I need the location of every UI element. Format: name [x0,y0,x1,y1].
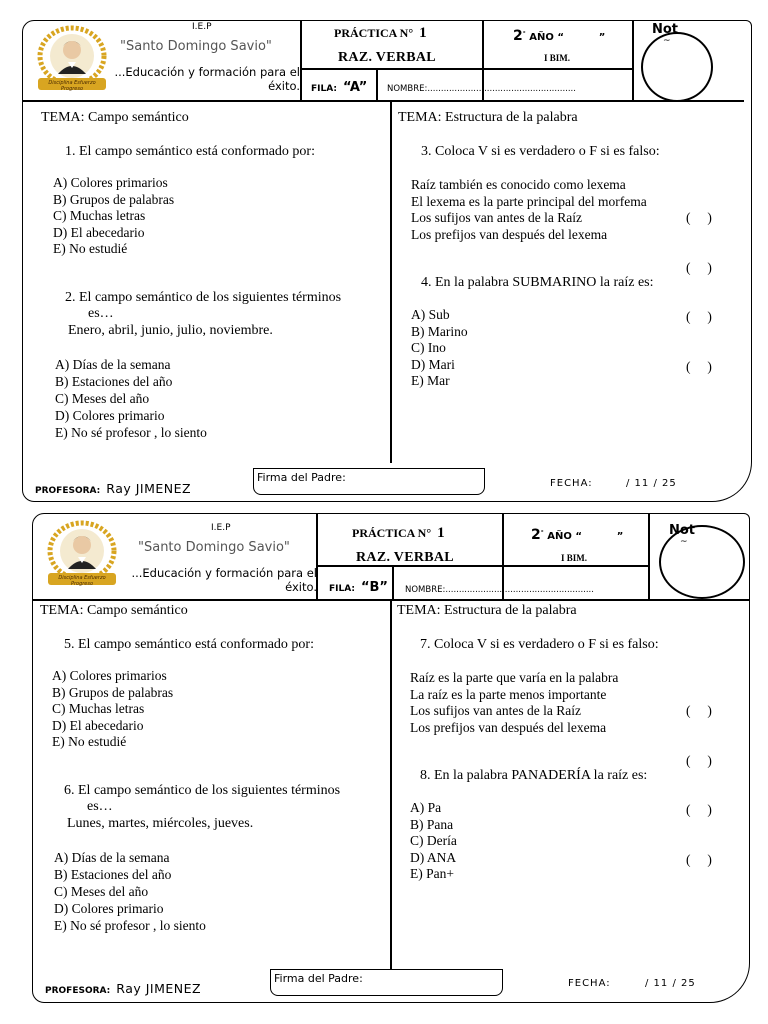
header-divider [392,565,394,599]
nota-mark: ~ [663,36,671,46]
practica-title [334,25,427,42]
header-divider [632,20,634,100]
practica-label: PRÁCTICA N° [352,526,432,540]
nota-mark: ~ [680,537,688,547]
question-1-options [53,175,174,258]
question-7: 7. Coloca V si es verdadero o F si es falso: [420,637,659,652]
true-false-items [411,177,647,243]
teacher-label: PROFESORA: [35,486,101,496]
teacher-line [35,478,191,497]
option-c[interactable]: C) Muchas letras [52,701,145,716]
true-false-items [410,670,618,736]
teacher-label: PROFESORA: [45,986,111,996]
grade-degree: ° [522,30,526,38]
practica-title [352,525,445,542]
question-1: 1. El campo semántico está conformado por: [65,144,315,159]
date-value: / 11 / 25 [645,978,696,989]
option-e[interactable]: E) Mar [411,373,450,388]
practica-number: 1 [437,525,445,541]
tf-answer-box[interactable]: ( ) [686,851,712,867]
school-logo [30,24,114,96]
header-divider [300,20,302,100]
option-d[interactable]: D) ANA [410,849,457,865]
question-8: 8. En la palabra PANADERÍA la raíz es: [420,768,648,783]
teacher-name: Ray JIMENEZ [116,981,202,996]
option-b[interactable]: B) Estaciones del año [54,867,172,882]
bimester-label: I BIM. [561,553,588,563]
header-divider [648,513,650,599]
option-a[interactable]: A) Colores primarios [52,668,167,683]
worksheet-b [0,505,768,1005]
tf-answer-box[interactable]: ( ) [686,309,712,324]
left-topic: TEMA: Campo semántico [41,110,189,125]
question-6-options [54,849,206,934]
question-8-options [410,800,457,883]
parent-signature-label: Firma del Padre: [274,972,363,985]
column-divider [390,600,392,970]
question-2-terms: Enero, abril, junio, julio, noviembre. [68,323,273,338]
option-e[interactable]: E) Pan+ [410,866,454,881]
option-d[interactable]: D) Colores primario [55,408,165,423]
teacher-line [45,978,201,997]
header-divider [300,68,632,70]
grade-label [513,28,605,44]
right-topic: TEMA: Estructura de la palabra [398,110,578,125]
tf-answer-box[interactable]: ( ) [686,703,712,718]
fila-word: FILA: [311,84,337,94]
tf-item: Los prefijos van después del lexema [411,226,608,242]
grade-degree: ° [540,529,544,537]
parent-signature-label: Firma del Padre: [257,471,346,484]
grade-section: “ ” [557,32,606,43]
parent-signature-box[interactable] [253,468,485,495]
option-c[interactable]: C) Meses del año [54,884,149,899]
header-bottom-line [22,100,744,102]
question-6-cont: es… [87,799,113,814]
question-5-options [52,668,173,751]
subject-title: RAZ. VERBAL [356,550,454,565]
fila-label [329,580,388,595]
question-4-options [411,307,468,390]
question-6-terms: Lunes, martes, miércoles, jueves. [67,816,254,831]
column-divider [390,101,392,463]
school-logo [40,519,124,591]
iep-label: I.E.P [192,22,212,32]
fila-label [311,80,367,95]
grade-section: “ ” [575,531,624,542]
school-motto: ...Educación y formación para el éxito. [131,566,317,594]
question-2: 2. El campo semántico de los siguientes términos [65,290,342,305]
date-value: / 11 / 25 [626,478,677,489]
iep-label: I.E.P [211,523,231,533]
practica-label: PRÁCTICA N° [334,26,414,40]
grade-label [531,527,623,543]
option-e[interactable]: E) No sé profesor , lo siento [55,425,207,440]
option-e[interactable]: E) No estudié [53,241,128,256]
grade-number: 2 [531,527,541,543]
logo-motto: Disciplina Esfuerzo Progreso [58,575,106,587]
option-c[interactable]: C) Muchas letras [53,208,146,223]
fila-value: “B” [360,580,388,595]
fila-value: “A” [342,80,368,95]
practica-number: 1 [419,25,427,41]
option-d[interactable]: D) Mari [411,356,455,372]
option-a[interactable]: A) Pa [410,800,442,815]
teacher-name: Ray JIMENEZ [106,481,192,496]
grade-circle[interactable] [659,525,745,599]
option-e[interactable]: E) No sé profesor , lo siento [54,918,206,933]
grade-number: 2 [513,28,523,44]
tf-item: El lexema es la parte principal del morfema [411,193,647,209]
school-motto: ...Educación y formación para el éxito. [114,65,300,93]
option-a[interactable]: A) Días de la semana [55,357,171,372]
tf-answer-boxes [686,670,712,901]
school-name: "Santo Domingo Savio" [120,39,272,54]
nombre-field[interactable]: NOMBRE:....................................................... [387,84,576,94]
tf-item: La raíz es la parte menos importante [410,686,607,702]
left-topic: TEMA: Campo semántico [40,603,188,618]
tf-answer-boxes [686,177,712,408]
option-b[interactable]: B) Marino [411,323,468,339]
right-topic: TEMA: Estructura de la palabra [397,603,577,618]
option-c[interactable]: C) Dería [410,833,457,848]
option-c[interactable]: C) Meses del año [55,391,150,406]
option-b[interactable]: B) Pana [410,816,454,832]
question-2-options [55,356,207,441]
tf-item: Los sufijos van antes de la Raíz [410,703,581,718]
header-divider [376,68,378,100]
tf-answer-box[interactable]: ( ) [686,259,712,275]
option-c[interactable]: C) Ino [411,340,446,355]
tf-answer-box[interactable]: ( ) [686,358,712,374]
grade-word: AÑO [529,32,554,43]
option-e[interactable]: E) No estudié [52,734,127,749]
nota-label: Not [669,523,696,538]
option-a[interactable]: A) Colores primarios [53,175,168,190]
option-b[interactable]: B) Grupos de palabras [52,684,174,700]
option-b[interactable]: B) Estaciones del año [55,374,173,389]
nota-label: Not [652,22,679,37]
nombre-field[interactable]: NOMBRE:....................................................... [405,585,594,595]
school-name: "Santo Domingo Savio" [138,540,290,555]
tf-answer-box[interactable]: ( ) [686,210,712,225]
subject-title: RAZ. VERBAL [338,50,436,65]
logo-motto: Disciplina Esfuerzo Progreso [48,80,96,92]
tf-item: Raíz también es conocido como lexema [411,177,626,192]
option-d[interactable]: D) El abecedario [52,717,144,733]
option-d[interactable]: D) Colores primario [54,901,164,916]
date-label: FECHA: [568,978,611,989]
grade-word: AÑO [547,531,572,542]
option-d[interactable]: D) El abecedario [53,224,145,240]
fila-word: FILA: [329,584,355,594]
question-5: 5. El campo semántico está conformado por: [64,637,314,652]
worksheet-a [0,8,768,508]
tf-item: Los sufijos van antes de la Raíz [411,210,582,225]
parent-signature-box[interactable] [270,969,503,996]
question-2-cont: es… [88,306,114,321]
tf-item: Raíz es la parte que varía en la palabra [410,670,619,685]
question-6: 6. El campo semántico de los siguientes términos [64,783,341,798]
question-4: 4. En la palabra SUBMARINO la raíz es: [421,275,654,290]
option-a[interactable]: A) Sub [411,307,450,322]
question-3: 3. Coloca V si es verdadero o F si es falso: [421,144,660,159]
date-label: FECHA: [550,478,593,489]
grade-circle[interactable] [641,32,713,102]
tf-item: Los prefijos van después del lexema [410,719,607,735]
option-b[interactable]: B) Grupos de palabras [53,191,175,207]
tf-answer-box[interactable]: ( ) [686,802,712,817]
tf-answer-box[interactable]: ( ) [686,752,712,768]
option-a[interactable]: A) Días de la semana [54,850,170,865]
bimester-label: I BIM. [544,53,571,63]
